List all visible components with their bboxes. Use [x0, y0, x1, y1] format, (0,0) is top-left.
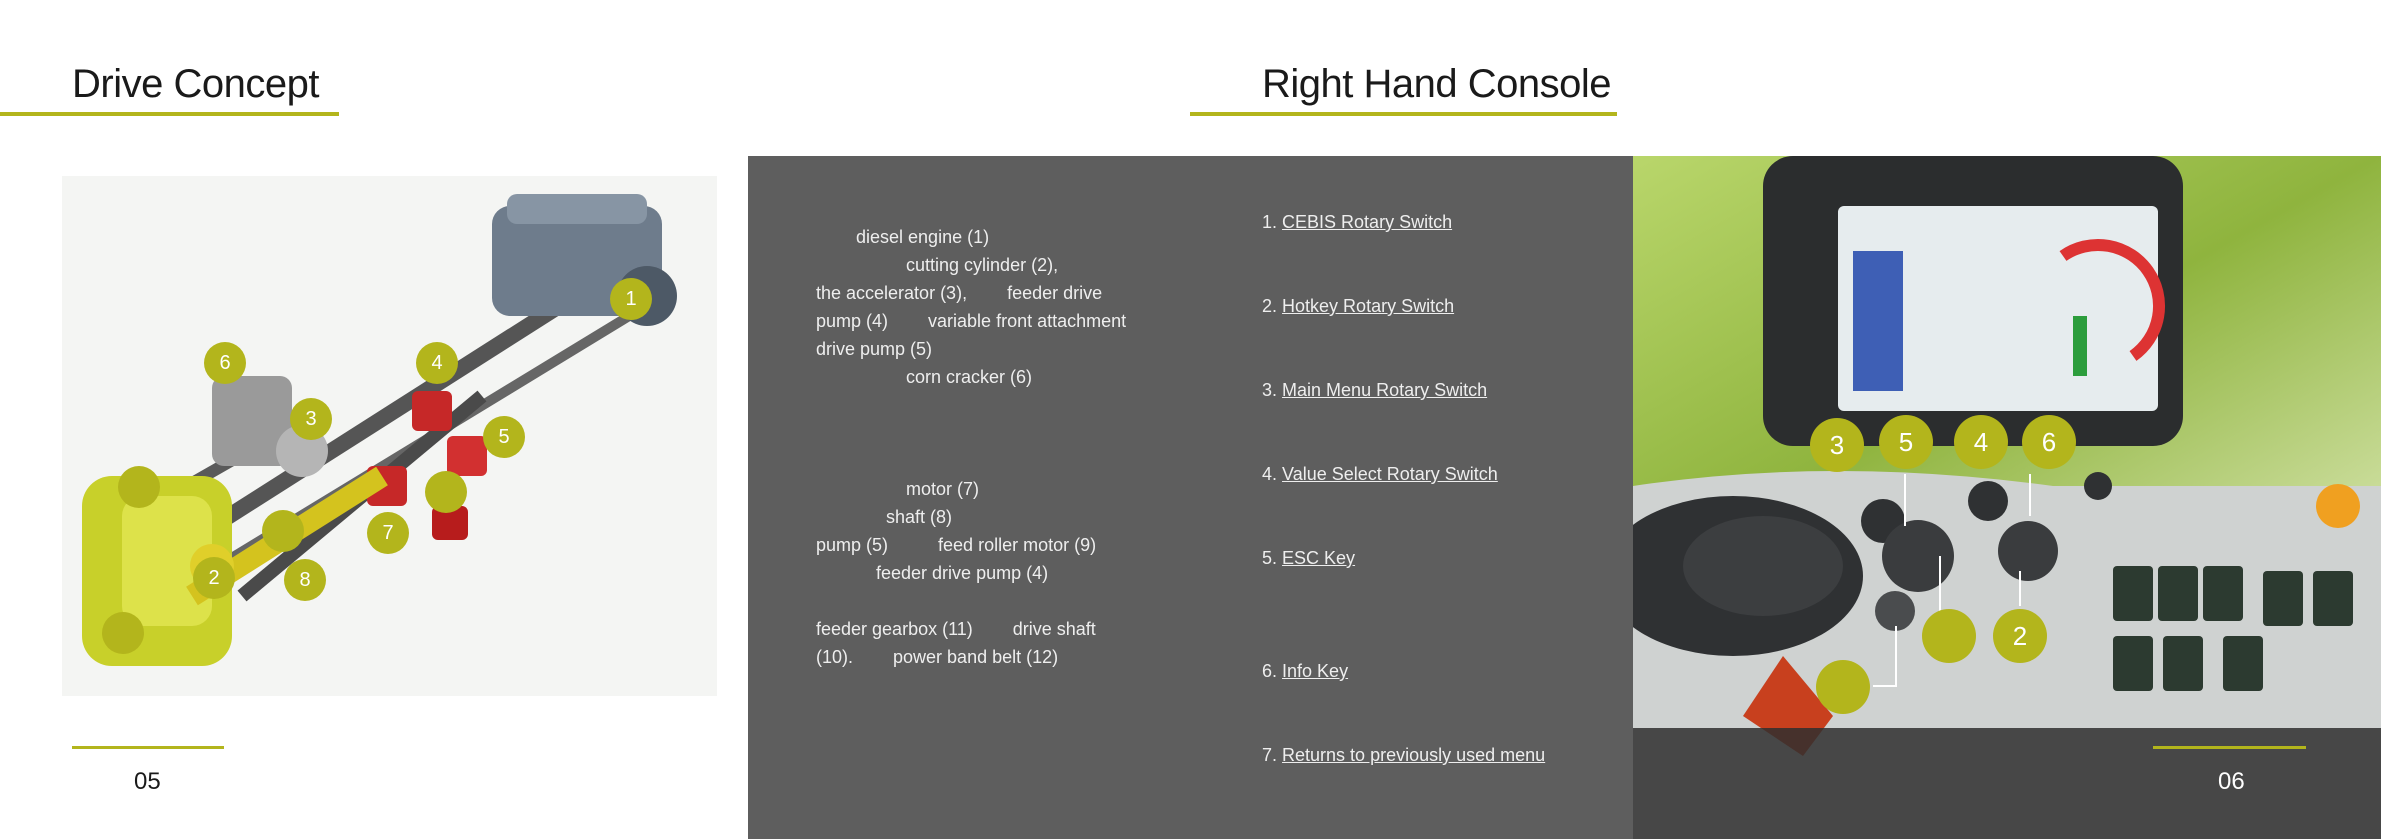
paragraph-motors: motor (7) shaft (8) pump (5) feed roller motor (9) feeder drive pump (4): [816, 479, 1097, 583]
drivetrain-drawing: [62, 176, 717, 696]
paragraph-drive-components: diesel engine (1) cutting cylinder (2), the accelerator (3), feeder drive pump (4) variable front attachment drive pump (5) corn cracker (6): [816, 227, 1127, 387]
callout-badge-blank-c: [262, 510, 304, 552]
link-hotkey-rotary-switch[interactable]: Hotkey Rotary Switch: [1282, 296, 1455, 316]
console-item-5: 5. ESC Key: [1262, 548, 1356, 568]
page-title-drive-concept: Drive Concept: [72, 62, 319, 106]
link-info-key[interactable]: Info Key: [1282, 661, 1349, 681]
console-badge-4: 4: [1954, 415, 2008, 469]
title-underline: [0, 112, 339, 116]
callout-badge-8: 8: [284, 559, 326, 601]
console-item-1: 1. CEBIS Rotary Switch: [1262, 212, 1453, 232]
callout-badge-6: 6: [204, 342, 246, 384]
callout-badge-3: 3: [290, 398, 332, 440]
console-badge-3: 3: [1810, 418, 1864, 472]
page-number-right: 06: [2218, 768, 2245, 795]
page-title-right-hand-console: Right Hand Console: [1262, 62, 1611, 106]
callout-badge-1: 1: [610, 278, 652, 320]
callout-badge-blank-a: [118, 466, 160, 508]
footer-rule-left: [72, 746, 224, 749]
drivetrain-illustration: [62, 176, 717, 696]
callout-badge-5: 5: [483, 416, 525, 458]
console-badge-5: 5: [1879, 415, 1933, 469]
link-returns-previous-menu[interactable]: Returns to previously used menu: [1282, 745, 1546, 765]
paragraph-gearbox: feeder gearbox (11) drive shaft (10). power band belt (12): [816, 619, 1096, 667]
console-badge-blank-b: [1816, 660, 1870, 714]
title-underline-right: [1190, 112, 1617, 116]
console-item-3: 3. Main Menu Rotary Switch: [1262, 380, 1488, 400]
console-item-2: 2. Hotkey Rotary Switch: [1262, 296, 1455, 316]
callout-badge-blank-d: [102, 612, 144, 654]
console-item-6: 6. Info Key: [1262, 661, 1349, 681]
console-item-7: 7. Returns to previously used menu: [1262, 745, 1546, 765]
link-value-select-rotary-switch[interactable]: Value Select Rotary Switch: [1282, 464, 1498, 484]
console-item-4: 4. Value Select Rotary Switch: [1262, 464, 1498, 484]
callout-badge-blank-b: [425, 471, 467, 513]
callout-badge-7: 7: [367, 512, 409, 554]
console-badge-6: 6: [2022, 415, 2076, 469]
link-cebis-rotary-switch[interactable]: CEBIS Rotary Switch: [1282, 212, 1453, 232]
callout-badge-4: 4: [416, 342, 458, 384]
footer-rule-right: [2153, 746, 2306, 749]
link-esc-key[interactable]: ESC Key: [1282, 548, 1356, 568]
console-badge-blank-a: [1922, 609, 1976, 663]
callout-badge-2: 2: [193, 557, 235, 599]
page-number-left: 05: [134, 768, 161, 795]
console-badge-2: 2: [1993, 609, 2047, 663]
console-drawing: [1633, 156, 2381, 839]
console-photo: [1633, 156, 2381, 839]
link-main-menu-rotary-switch[interactable]: Main Menu Rotary Switch: [1282, 380, 1488, 400]
